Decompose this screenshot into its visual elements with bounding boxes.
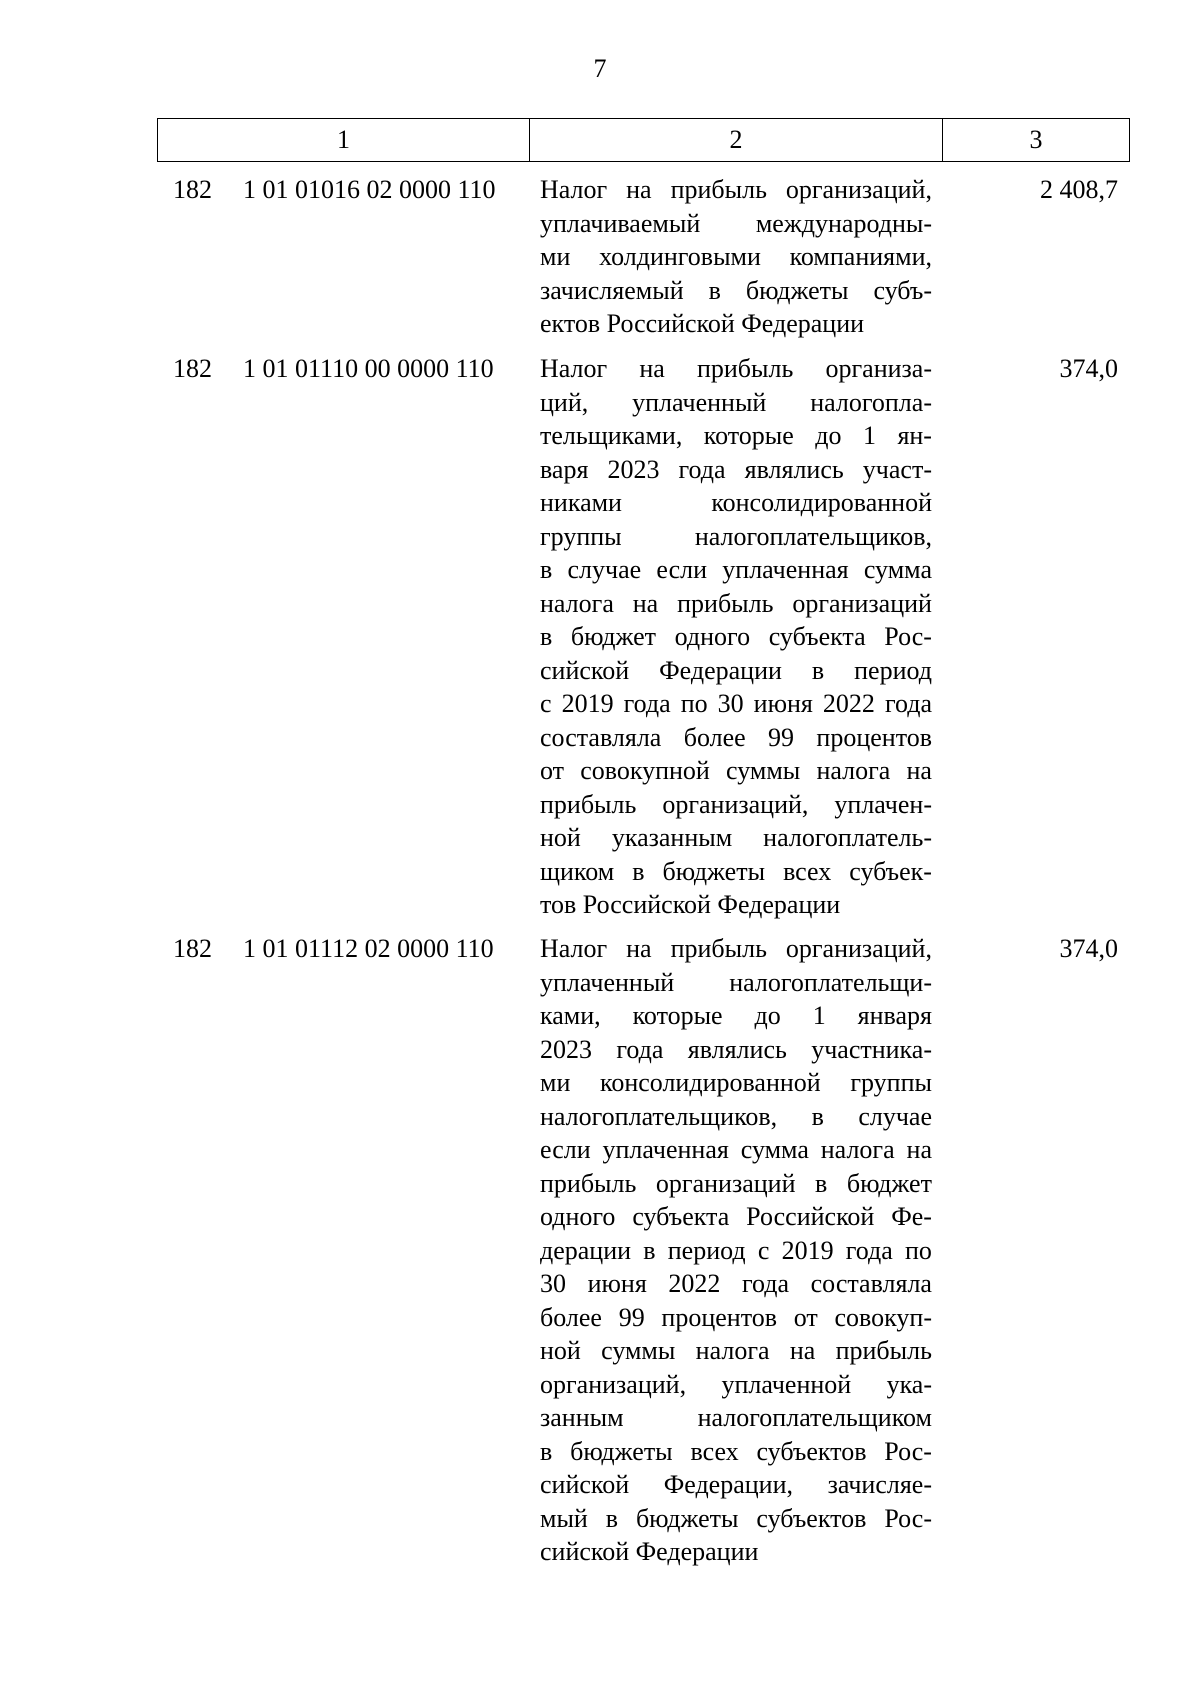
kbk-code: 1 01 01016 02 0000 110 xyxy=(243,175,496,204)
description-line: ной указанным налогоплатель- xyxy=(540,823,932,852)
amount-value: 374,0 xyxy=(1059,934,1118,963)
description-line: 30 июня 2022 года составляла xyxy=(540,1269,932,1298)
description-line: варя 2023 года являлись участ- xyxy=(540,454,932,484)
header-col-2: 2 xyxy=(530,119,943,161)
description-line: ектов Российской Федерации xyxy=(540,309,865,338)
description-line: мый в бюджеты субъектов Рос- xyxy=(540,1503,932,1533)
description-line: одного субъекта Российской Фе- xyxy=(540,1202,932,1231)
kbk-code: 1 01 01112 02 0000 110 xyxy=(243,934,494,963)
description-line: составляла более 99 процентов xyxy=(540,722,932,752)
description-line: сийской Федерации в период xyxy=(540,655,932,685)
description-line: тельщиками, которые до 1 ян- xyxy=(540,421,932,450)
admin-code: 182 xyxy=(173,175,212,204)
table-header xyxy=(157,118,1130,162)
description-line: ками, которые до 1 января xyxy=(540,1001,932,1030)
income-description xyxy=(540,173,932,341)
description-line: занным налогоплательщиком xyxy=(540,1403,932,1432)
description-line: сийской Федерации xyxy=(540,1537,759,1566)
kbk-code: 1 01 01110 00 0000 110 xyxy=(243,354,494,383)
description-line: сийской Федерации, зачисляе- xyxy=(540,1470,932,1499)
description-line: уплачиваемый международны- xyxy=(540,208,932,238)
description-line: налогоплательщиков, в случае xyxy=(540,1101,932,1131)
amount-value: 374,0 xyxy=(1059,354,1118,383)
income-description xyxy=(540,352,932,922)
description-line: уплаченный налогоплательщи- xyxy=(540,967,932,997)
description-line: в бюджеты всех субъектов Рос- xyxy=(540,1436,932,1466)
description-line: ций, уплаченный налогопла- xyxy=(540,387,932,417)
description-line: если уплаченная сумма налога на xyxy=(540,1135,932,1164)
description-line: Налог на прибыль организа- xyxy=(540,354,932,383)
description-line: налога на прибыль организаций xyxy=(540,588,932,618)
income-description xyxy=(540,932,932,1569)
description-line: с 2019 года по 30 июня 2022 года xyxy=(540,689,932,718)
description-line: ной суммы налога на прибыль xyxy=(540,1336,932,1365)
description-line: 2023 года являлись участника- xyxy=(540,1034,932,1064)
page-number: 7 xyxy=(593,54,607,83)
description-line: тов Российской Федерации xyxy=(540,890,841,919)
amount-value: 2 408,7 xyxy=(1040,175,1118,204)
description-line: группы налогоплательщиков, xyxy=(540,521,932,551)
description-line: ми консолидированной группы xyxy=(540,1068,932,1097)
description-line: дерации в период с 2019 года по xyxy=(540,1235,932,1265)
description-line: в случае если уплаченная сумма xyxy=(540,555,932,584)
description-line: Налог на прибыль организаций, xyxy=(540,175,932,204)
description-line: Налог на прибыль организаций, xyxy=(540,934,932,963)
description-line: организаций, уплаченной ука- xyxy=(540,1369,932,1399)
description-line: щиком в бюджеты всех субъек- xyxy=(540,856,932,886)
admin-code: 182 xyxy=(173,934,212,963)
description-line: более 99 процентов от совокуп- xyxy=(540,1302,932,1332)
description-line: ми холдинговыми компаниями, xyxy=(540,242,932,271)
description-line: прибыль организаций, уплачен- xyxy=(540,789,932,819)
description-line: зачисляемый в бюджеты субъ- xyxy=(540,275,932,305)
header-col-3: 3 xyxy=(1029,125,1043,154)
description-line: прибыль организаций в бюджет xyxy=(540,1168,932,1198)
admin-code: 182 xyxy=(173,354,212,383)
description-line: никами консолидированной xyxy=(540,488,932,517)
description-line: в бюджет одного субъекта Рос- xyxy=(540,622,932,651)
description-line: от совокупной суммы налога на xyxy=(540,756,932,785)
header-col-1: 1 xyxy=(158,119,530,161)
